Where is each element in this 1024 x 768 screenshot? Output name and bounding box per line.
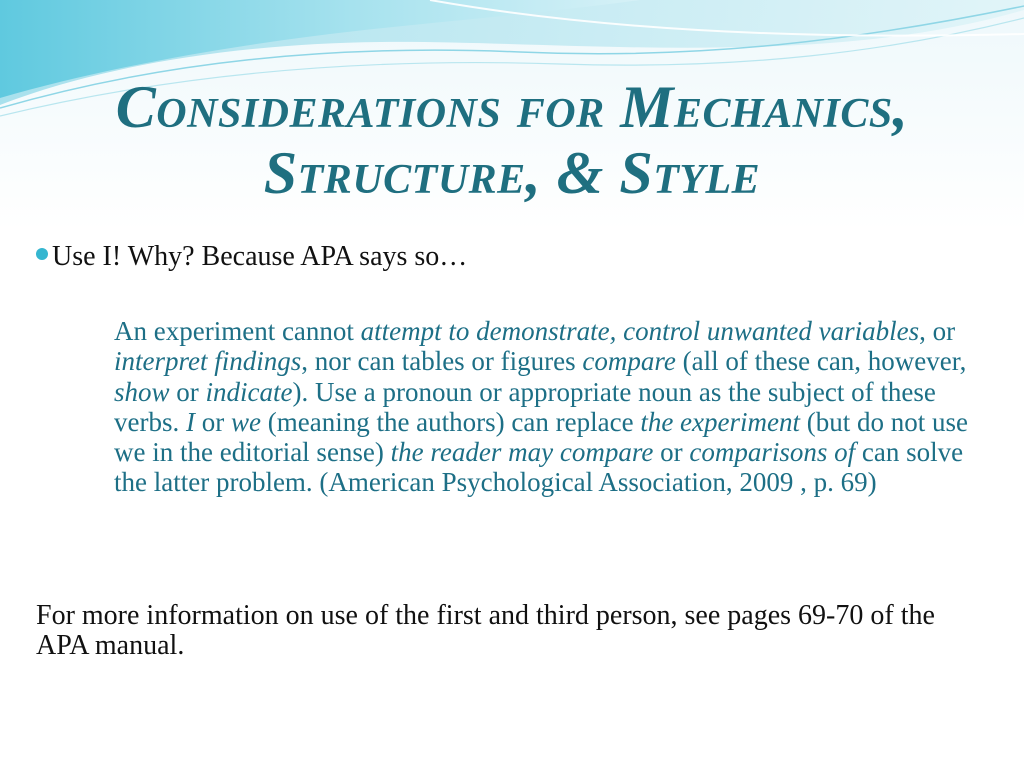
quote-text: (all of these can, however,	[675, 346, 967, 377]
quote-italic-text: the experiment	[640, 406, 800, 437]
title-line-2: Structure, & Style	[263, 140, 761, 206]
title-line-1: Considerations for Mechanics,	[115, 74, 909, 140]
quote-italic-text: we	[230, 406, 261, 437]
bullet-item	[36, 240, 467, 274]
quote-italic-text: I	[185, 406, 195, 437]
apa-quote-block	[114, 316, 984, 498]
quote-italic-text: indicate	[205, 376, 293, 407]
bullet-icon	[36, 248, 48, 260]
quote-text: (but do not use we in the editorial sense)	[114, 406, 968, 468]
quote-text: An experiment cannot	[114, 316, 361, 346]
quote-text: can solve the latter problem. (American Psychological Association, 2009 , p. 69)	[114, 437, 964, 498]
quote-text: or	[653, 437, 690, 468]
quote-text: or	[194, 406, 231, 437]
footnote-paragraph: For more information on use of the first and third person, see pages 69-70 of the APA manual.	[36, 600, 935, 661]
quote-text: , nor can tables or figures	[301, 346, 583, 377]
quote-text: or	[169, 376, 206, 407]
quote-italic-text: interpret findings	[114, 346, 302, 377]
quote-text: ). Use a pronoun or appropriate noun as the subject of these verbs.	[114, 376, 936, 437]
quote-italic-text: attempt to demonstrate, control unwanted variables	[360, 316, 920, 346]
quote-italic-text: compare	[582, 346, 676, 377]
bullet-text: Use I! Why? Because APA says so…	[52, 241, 468, 272]
quote-italic-text: show	[114, 376, 170, 407]
quote-italic-text: the reader may compare	[390, 437, 654, 468]
slide-title	[0, 74, 1024, 206]
quote-text: , or	[919, 316, 956, 346]
quote-text: (meaning the authors) can replace	[260, 406, 641, 437]
quote-italic-text: comparisons of	[689, 437, 856, 468]
